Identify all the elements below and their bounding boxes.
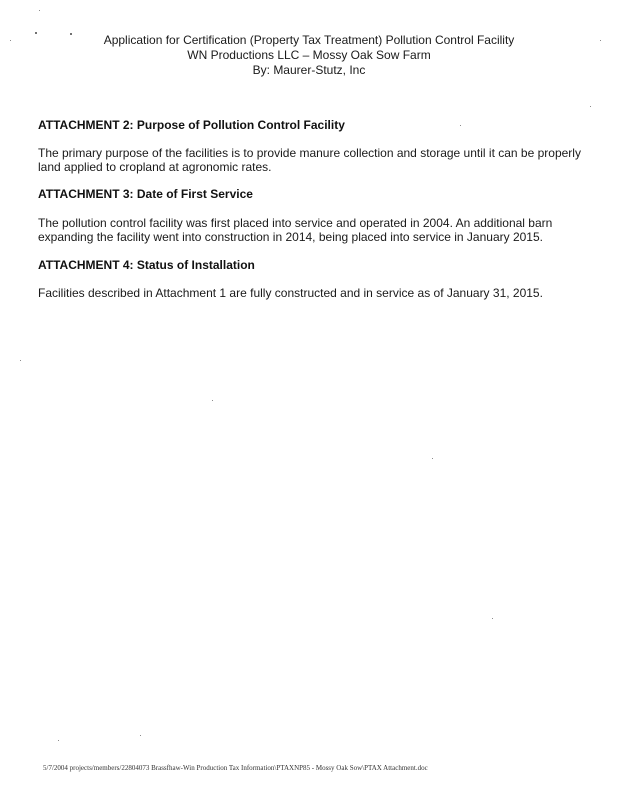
attachment-3-body: The pollution control facility was first placed into service and operated in 2004. An additional barn expanding the facility went into construction in 2014, being placed into service in January 2015. [38, 216, 553, 244]
scan-speck [460, 125, 461, 126]
scan-speck [70, 33, 72, 35]
attachment-4-heading: ATTACHMENT 4: Status of Installation [38, 258, 255, 272]
scan-speck [140, 735, 141, 736]
header-title: Application for Certification (Property Tax Treatment) Pollution Control Facility [103, 33, 515, 47]
scan-speck [39, 10, 40, 11]
header-company: WN Productions LLC – Mossy Oak Sow Farm [187, 48, 431, 62]
scan-speck [58, 740, 59, 741]
document-header [0, 33, 618, 78]
file-path-footer: 5/7/2004 projects/members/22804073 Brassfhaw-Win Production Tax Information\PTAXNP85 - Mossy Oak Sow\PTAX Attachment.doc [43, 764, 428, 772]
attachment-4-body: Facilities described in Attachment 1 are fully constructed and in service as of January 31, 2015. [38, 286, 543, 300]
scan-speck [600, 40, 601, 41]
header-author: By: Maurer-Stutz, Inc [252, 63, 366, 77]
scan-speck [35, 32, 37, 34]
attachment-2-body: The primary purpose of the facilities is to provide manure collection and storage until it can be properly land applied to cropland at agronomic rates. [38, 146, 581, 174]
attachment-3-heading: ATTACHMENT 3: Date of First Service [38, 187, 253, 201]
scan-speck [432, 458, 433, 459]
scan-speck [20, 360, 21, 361]
scan-speck [10, 40, 11, 41]
scan-speck [212, 400, 213, 401]
scan-speck [492, 618, 493, 619]
scan-speck [590, 106, 591, 107]
attachment-2-heading: ATTACHMENT 2: Purpose of Pollution Control Facility [38, 118, 345, 132]
